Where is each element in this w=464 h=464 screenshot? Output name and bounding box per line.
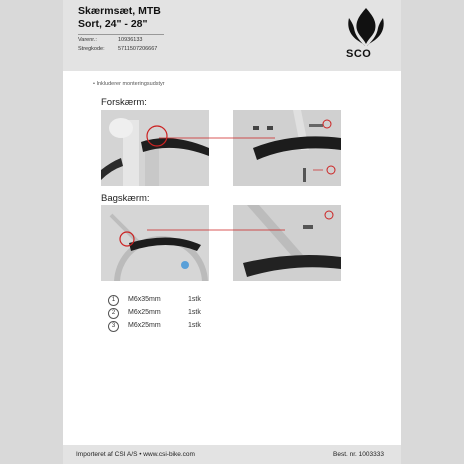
product-title: Skærmsæt, MTB — [78, 5, 161, 17]
front-fender-detail-photo — [233, 110, 341, 186]
part-size: M6x35mm — [128, 296, 161, 303]
importer-text: Importeret af CSI A/S • www.csi-bike.com — [76, 451, 195, 458]
brand-name: SCO — [346, 48, 372, 60]
front-fender-photo — [101, 110, 209, 186]
front-fender-title: Forskærm: — [101, 97, 147, 108]
mounting-note: • Inkluderer monteringsudstyr — [93, 81, 165, 87]
rear-fender-title: Bagskærm: — [101, 193, 150, 204]
part-quantity: 1stk — [188, 309, 201, 316]
part-number: 1 — [108, 295, 119, 306]
part-size: M6x25mm — [128, 322, 161, 329]
stregkode-value: 5711507206667 — [118, 46, 158, 52]
rear-callout-line — [147, 224, 287, 236]
stregkode-label: Stregkode: — [78, 46, 105, 52]
part-number: 2 — [108, 308, 119, 319]
product-subtitle: Sort, 24" - 28" — [78, 18, 148, 30]
part-quantity: 1stk — [188, 296, 201, 303]
part-size: M6x25mm — [128, 309, 161, 316]
front-callout-line — [159, 128, 279, 148]
rear-fender-detail-photo — [233, 205, 341, 281]
header-band — [63, 0, 401, 71]
footer-band — [63, 445, 401, 464]
meta-divider — [78, 34, 164, 35]
varenr-value: 10936133 — [118, 37, 143, 43]
instruction-sheet — [63, 0, 401, 464]
part-quantity: 1stk — [188, 322, 201, 329]
order-number: Best. nr. 1003333 — [333, 451, 384, 458]
part-number: 3 — [108, 321, 119, 332]
varenr-label: Varenr.: — [78, 37, 97, 43]
rear-fender-photo — [101, 205, 209, 281]
